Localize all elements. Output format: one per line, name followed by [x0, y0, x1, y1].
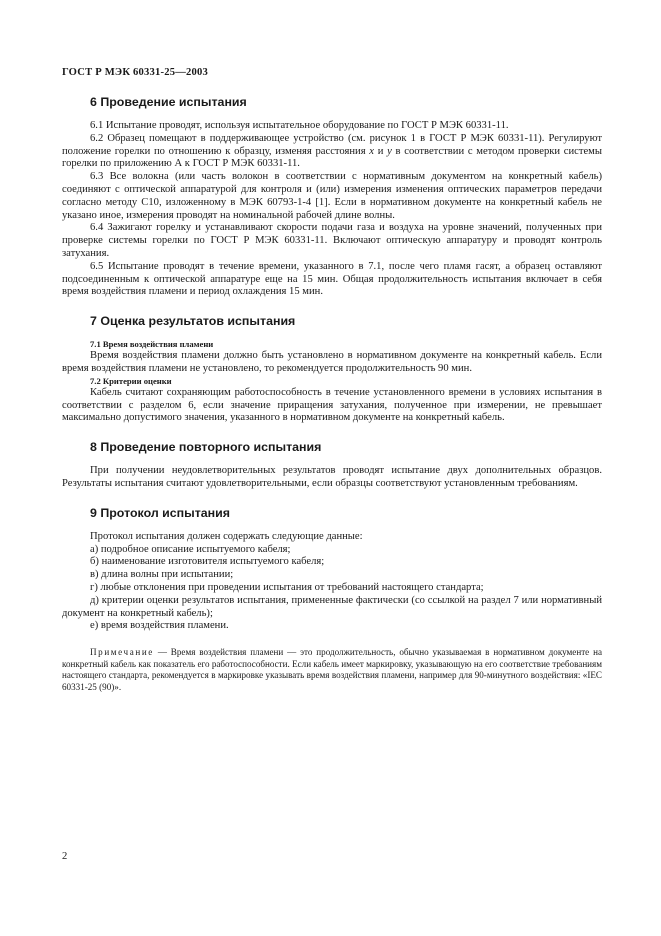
- section-7: [62, 314, 602, 425]
- clause-6-4: 6.4 Зажигают горелку и устанавливают скорости подачи газа и воздуха на уровне значений, полученных при проверке системы горелки по ГОСТ Р МЭК 60331-11. Включают оптическую аппаратуру и проводят контроль затухания.: [62, 222, 602, 259]
- subsection-7-1-title: 7.1 Время воздействия пламени: [90, 339, 214, 350]
- document-page: [62, 67, 602, 708]
- clause-6-5: 6.5 Испытание проводят в течение времени, указанного в 7.1, после чего пламя гасят, а образец оставляют подсоединенным к оптической аппаратуре еще на 15 мин. Общая продолжительность испытания включает в себя время воздействия пламени и период охлаждения 15 мин.: [62, 260, 602, 298]
- list-item: б) наименование изготовителя испытуемого кабеля;: [90, 556, 325, 568]
- document-header: ГОСТ Р МЭК 60331-25—2003: [62, 67, 209, 78]
- section-8-title: 8 Проведение повторного испытания: [90, 440, 322, 455]
- list-item: д) критерии оценки результатов испытания, примененные фактически (со ссылкой на раздел 7 или нормативный документ на конкретный кабель);: [62, 594, 602, 619]
- clause-6-3: 6.3 Все волокна (или часть волокон в соответствии с нормативным документом на конкретный кабель) соединяют с оптической аппаратурой для контроля и (или) измерения изменения оптических параметров передачи согласно методу С10, изложенному в МЭК 60793-1-4 [1]. Если в нормативном документе на конкретный кабель не указано иное, измерения проводят на номинальной рабочей длине волны.: [62, 171, 602, 221]
- note-label: Примечание: [90, 647, 154, 658]
- section-6: [62, 95, 602, 299]
- clause-7-1-text: Время воздействия пламени должно быть установлено в нормативном документе на конкретный кабель. Если время воздействия пламени не установлено, то рекомендуется продолжительность 90 мин.: [62, 350, 602, 374]
- section-9: [62, 506, 602, 694]
- section-9-title: 9 Протокол испытания: [90, 505, 231, 520]
- section-8: [62, 440, 602, 491]
- section-6-title: 6 Проведение испытания: [90, 95, 247, 109]
- subsection-7-2-title: 7.2 Критерии оценки: [90, 375, 172, 386]
- page-number: 2: [62, 851, 68, 862]
- list-intro: Протокол испытания должен содержать следующие данные:: [90, 530, 363, 542]
- note-text: — Время воздействия пламени — это продолжительность, обычно указываемая в нормативном документе на конкретный кабель как показатель его работоспособности. Если кабель имеет маркировку, указывающую на его соответствие требованиям настоящего стандарта, рекомендуется в маркировке указывать время воздействия пламени, например для 90-минутного воздействия: «IEC 60331-25 (90)».: [62, 647, 602, 692]
- clause-6-2: 6.2 Образец помещают в поддерживающее устройство (см. рисунок 1 в ГОСТ Р МЭК 60331-11). Регулируют положение горелки по отношению к образцу, изменяя расстояния x и y в соответствии с методом проверки системы горелки по приложению А к ГОСТ Р МЭК 60331-11.: [62, 132, 603, 170]
- clause-8-text: При получении неудовлетворительных результатов проводят испытание двух дополнительных образцов. Результаты испытания считают удовлетворительными, если образцы соответствуют установленным требованиям.: [62, 465, 602, 489]
- clause-6-1: 6.1 Испытание проводят, используя испытательное оборудование по ГОСТ Р МЭК 60331-11.: [90, 120, 509, 131]
- report-contents-list: [62, 531, 602, 633]
- list-item: г) любые отклонения при проведении испытания от требований настоящего стандарта;: [90, 581, 484, 593]
- list-item: в) длина волны при испытании;: [90, 569, 234, 581]
- list-item: е) время воздействия пламени.: [90, 620, 229, 632]
- section-7-title: 7 Оценка результатов испытания: [90, 314, 296, 329]
- list-item: а) подробное описание испытуемого кабеля;: [90, 543, 291, 555]
- clause-7-2-text: Кабель считают сохраняющим работоспособность в течение установленного времени в условиях испытания в соответствии с разделом 6, если значение приращения затухания, полученное при измерении, не превышает максимально допустимого значения, указанного в нормативном документе на конкретный кабель.: [62, 386, 602, 424]
- note: [62, 647, 602, 693]
